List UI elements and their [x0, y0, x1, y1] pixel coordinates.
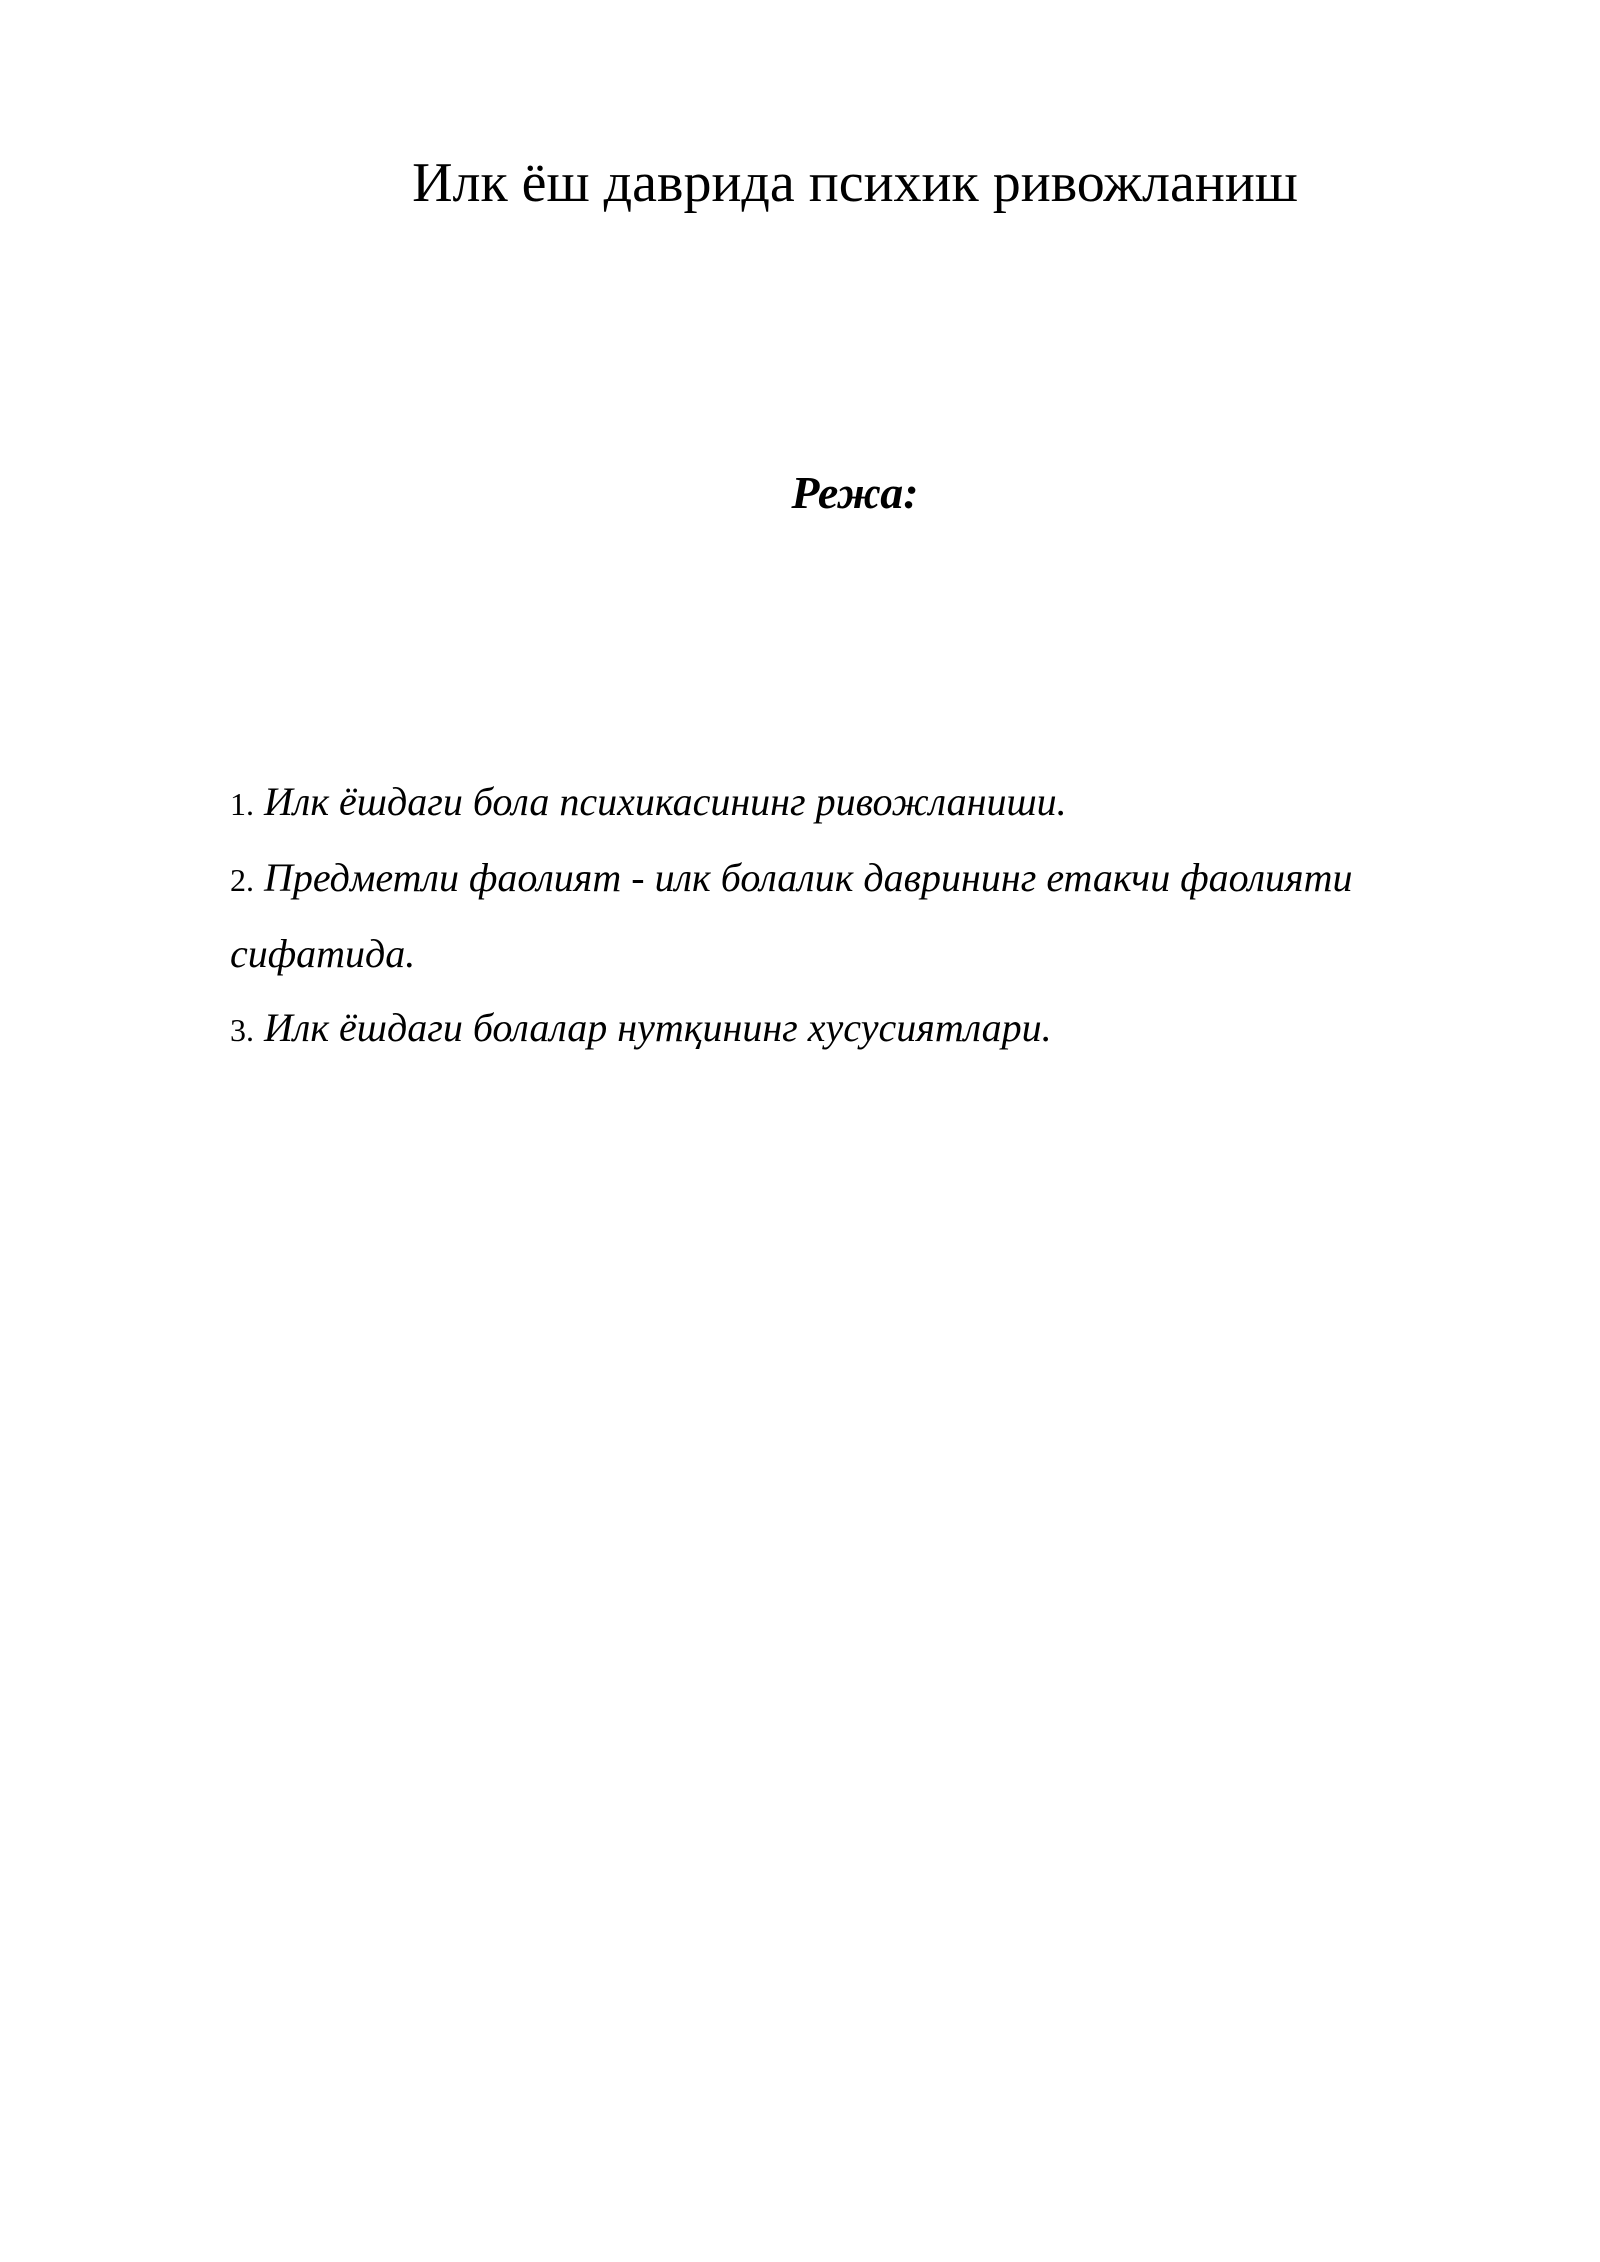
plan-item-2: [230, 841, 1490, 991]
plan-list: [230, 765, 1490, 1067]
plan-heading: Режа:: [791, 467, 919, 518]
document-title: Илк ёш даврида психик ривожланиш: [412, 152, 1298, 214]
plan-item-number: 2.: [230, 862, 254, 898]
plan-item-3: [230, 991, 1490, 1067]
plan-item-text: Предметли фаолият - илк болалик даврининг етакчи фаолияти сифатида.: [230, 855, 1353, 976]
plan-item-number: 3.: [230, 1012, 254, 1048]
plan-item-number: 1.: [230, 786, 254, 822]
plan-item-text: Илк ёшдаги болалар нутқининг хусусиятлари.: [264, 1005, 1052, 1050]
plan-item-text: Илк ёшдаги бола психикасининг ривожланиши.: [264, 779, 1067, 824]
plan-item-1: [230, 765, 1490, 841]
